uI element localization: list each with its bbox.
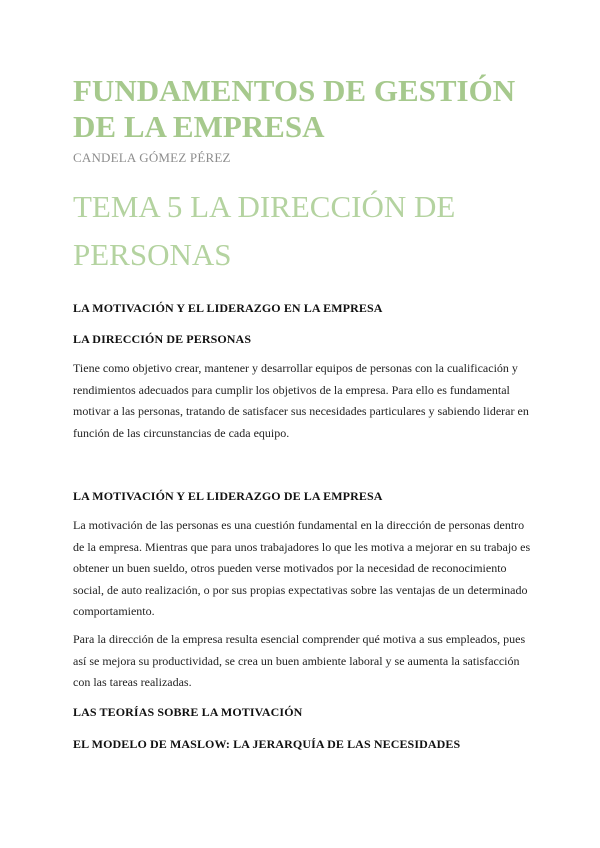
section-heading-direccion-personas: LA DIRECCIÓN DE PERSONAS xyxy=(73,332,252,346)
document-author: CANDELA GÓMEZ PÉREZ xyxy=(73,150,231,165)
section-heading-motivacion-liderazgo: LA MOTIVACIÓN Y EL LIDERAZGO EN LA EMPRESA xyxy=(73,301,383,315)
section-heading-teorias: LAS TEORÍAS SOBRE LA MOTIVACIÓN xyxy=(73,705,303,719)
paragraph-direccion-empresa: Para la dirección de la empresa resulta esencial comprender qué motiva a sus empleados, pues así se mejora su productividad, se crea un buen ambiente laboral y se aumenta la satisfacción con las tareas realizadas. xyxy=(73,632,526,689)
paragraph-direccion-personas: Tiene como objetivo crear, mantener y desarrollar equipos de personas con la cualificación y rendimientos adecuados para cumplir los objetivos de la empresa. Para ello es fundamental motivar a las personas, tratando de satisfacer sus necesidades particulares y sabiendo liderar en función de las circunstancias de cada equipo. xyxy=(73,361,529,440)
paragraph-motivacion: La motivación de las personas es una cuestión fundamental en la dirección de personas dentro de la empresa. Mientras que para unos trabajadores lo que les motiva a mejorar en su trabajo es obtener un buen sueldo, otros pueden verse motivados por la necesidad de reconocimiento social, de auto realización, o por sus propias expectativas sobre las ventajas de un determinado comportamiento. xyxy=(73,518,531,618)
document-title: FUNDAMENTOS DE GESTIÓN DE LA EMPRESA xyxy=(73,73,516,144)
tema-title: TEMA 5 LA DIRECCIÓN DE PERSONAS xyxy=(73,189,456,272)
section-heading-motivacion-empresa: LA MOTIVACIÓN Y EL LIDERAZGO DE LA EMPRESA xyxy=(73,489,383,503)
section-heading-maslow: EL MODELO DE MASLOW: LA JERARQUÍA DE LAS NECESIDADES xyxy=(73,737,461,751)
